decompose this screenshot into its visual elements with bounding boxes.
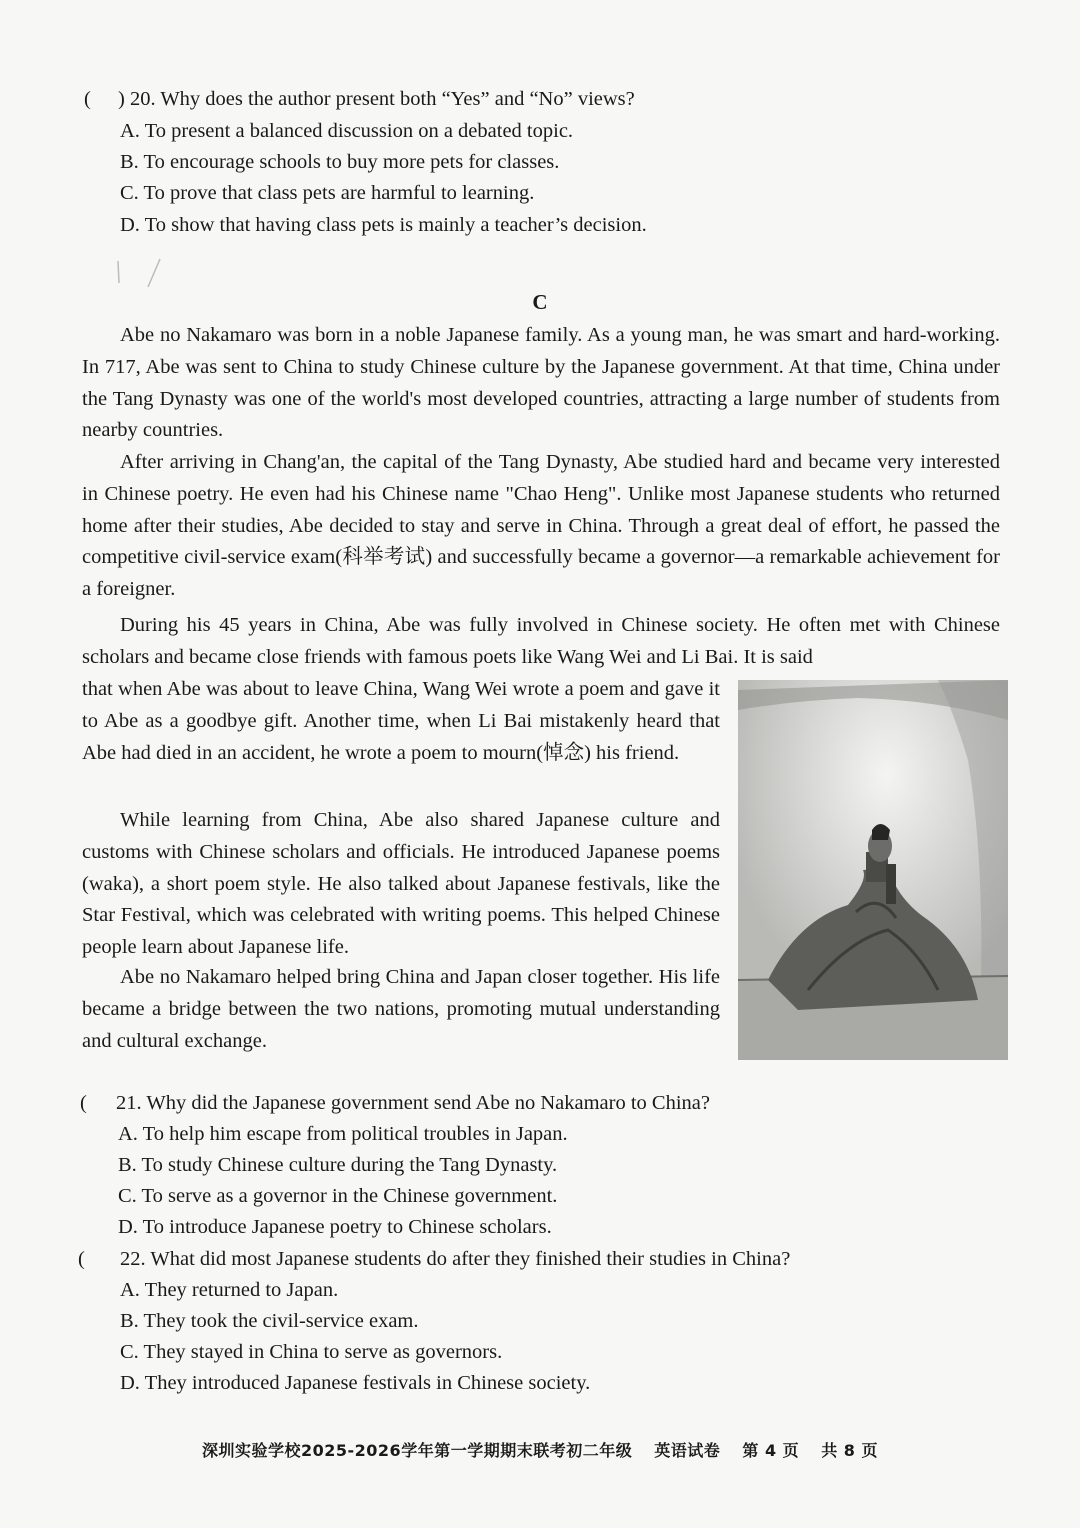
abe-portrait-image — [738, 680, 1008, 1060]
q21-option-d: D. To introduce Japanese poetry to Chinese scholars. — [118, 1216, 552, 1238]
q21-option-a: A. To help him escape from political troubles in Japan. — [118, 1123, 568, 1145]
answer-paren: ( — [80, 1092, 87, 1114]
passage-paragraph-5: Abe no Nakamaro helped bring China and Japan closer together. His life became a bridge between the two nations, promoting mutual understanding and cultural exchange. — [82, 966, 720, 1052]
question-text: 22. What did most Japanese students do after they finished their studies in China? — [120, 1248, 791, 1270]
footer-page-number: 第 4 页 — [742, 1441, 800, 1460]
page-footer — [0, 1438, 1080, 1461]
pencil-marks — [112, 255, 172, 295]
question-text: 21. Why did the Japanese government send Abe no Nakamaro to China? — [116, 1092, 710, 1114]
q20-option-b: B. To encourage schools to buy more pets for classes. — [120, 151, 560, 173]
answer-paren: ( — [84, 88, 91, 110]
q22-option-a: A. They returned to Japan. — [120, 1279, 339, 1301]
question-21-stem — [80, 1088, 710, 1119]
passage-paragraph-4: While learning from China, Abe also shared Japanese culture and customs with Chinese scholars and officials. He introduced Japanese poems (waka), a short poem style. He also talked about Japanese festivals, like the Star Festival, which was celebrated with writing poems. This helped Chinese people learn about Japanese life. — [82, 809, 720, 959]
q21-option-b: B. To study Chinese culture during the Tang Dynasty. — [118, 1154, 558, 1176]
passage-paragraph-3-continued: that when Abe was about to leave China, Wang Wei wrote a poem and gave it to Abe as a goodbye gift. Another time, when Li Bai mistakenly heard that Abe had died in an accident, he wrote a poem to mourn(悼念) his friend. — [82, 678, 720, 764]
q20-option-a: A. To present a balanced discussion on a debated topic. — [120, 120, 574, 142]
question-text: ) 20. Why does the author present both “Yes” and “No” views? — [118, 88, 635, 110]
passage-paragraph-1: Abe no Nakamaro was born in a noble Japanese family. As a young man, he was smart and hard-working. In 717, Abe was sent to China to study Chinese culture by the Japanese government. At that time, China under the Tang Dynasty was one of the world's most developed countries, attracting a large number of students from nearby countries. — [82, 324, 1000, 442]
question-22-stem — [78, 1244, 790, 1275]
q22-option-b: B. They took the civil-service exam. — [120, 1310, 419, 1332]
question-20-stem — [84, 84, 635, 115]
footer-subject: 英语试卷 — [654, 1441, 721, 1460]
footer-total-pages: 共 8 页 — [821, 1441, 879, 1460]
passage-paragraph-2: After arriving in Chang'an, the capital of the Tang Dynasty, Abe studied hard and became very interested in Chinese poetry. He even had his Chinese name "Chao Heng". Unlike most Japanese students who returned home after their studies, Abe decided to stay and serve in China. Through a great deal of effort, he passed the competitive civil-service exam(科举考试) and successfully became a governor—a remarkable achievement for a foreigner. — [82, 451, 1000, 601]
answer-paren: ( — [78, 1248, 85, 1270]
q22-option-c: C. They stayed in China to serve as governors. — [120, 1341, 503, 1363]
q22-option-d: D. They introduced Japanese festivals in Chinese society. — [120, 1372, 591, 1394]
section-heading: C — [532, 290, 548, 314]
passage-paragraph-3: During his 45 years in China, Abe was fully involved in Chinese society. He often met with Chinese scholars and became close friends with famous poets like Wang Wei and Li Bai. It is said — [82, 614, 1000, 668]
q20-option-c: C. To prove that class pets are harmful to learning. — [120, 182, 535, 204]
footer-school: 深圳实验学校2025-2026学年第一学期期末联考初二年级 — [201, 1441, 633, 1460]
q20-option-d: D. To show that having class pets is mainly a teacher’s decision. — [120, 214, 647, 236]
q21-option-c: C. To serve as a governor in the Chinese government. — [118, 1185, 558, 1207]
